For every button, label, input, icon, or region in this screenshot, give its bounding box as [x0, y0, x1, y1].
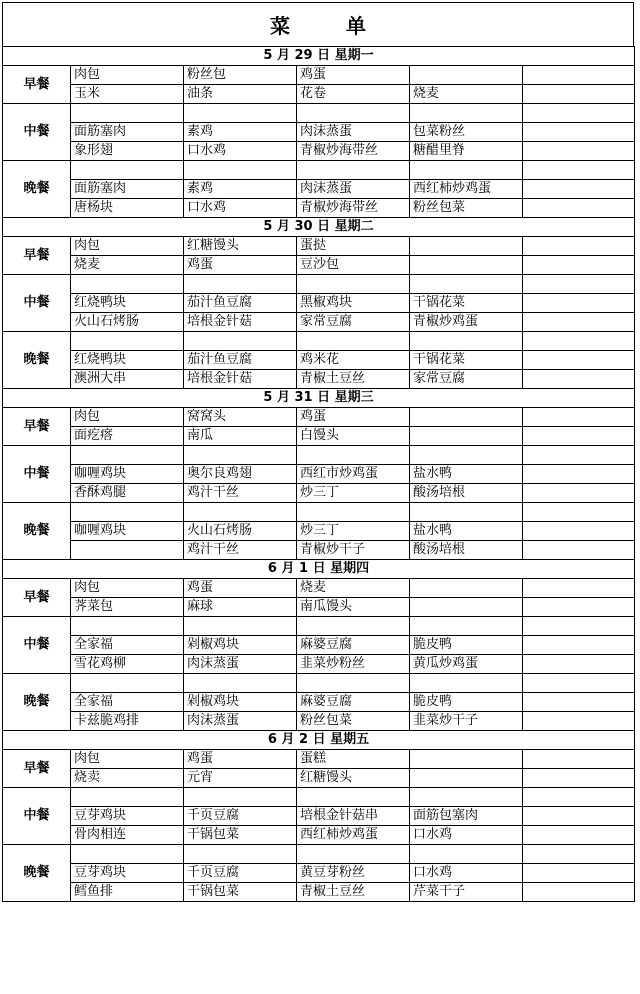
dish-cell	[523, 294, 635, 313]
dish-cell: 鸡蛋	[184, 256, 297, 275]
dish-cell: 粉丝包菜	[297, 712, 410, 731]
dish-cell	[410, 66, 523, 85]
dish-cell: 面筋塞肉	[71, 123, 184, 142]
meal-label: 早餐	[3, 237, 71, 275]
dish-cell	[523, 522, 635, 541]
dish-cell	[410, 161, 523, 180]
dish-cell	[523, 845, 635, 864]
dish-cell: 家常豆腐	[297, 313, 410, 332]
meal-label: 早餐	[3, 579, 71, 617]
dish-cell: 千页豆腐	[184, 864, 297, 883]
dish-cell	[184, 503, 297, 522]
dish-cell	[410, 332, 523, 351]
dish-cell	[523, 427, 635, 446]
dish-cell	[184, 617, 297, 636]
dish-cell	[523, 807, 635, 826]
dish-cell: 茄汁鱼豆腐	[184, 351, 297, 370]
dish-cell	[523, 826, 635, 845]
dish-cell: 素鸡	[184, 180, 297, 199]
dish-cell: 唐杨块	[71, 199, 184, 218]
dish-cell: 糖醋里脊	[410, 142, 523, 161]
meal-row	[3, 522, 635, 541]
dish-cell: 鸡米花	[297, 351, 410, 370]
meal-label: 晚餐	[3, 674, 71, 731]
dish-cell	[297, 845, 410, 864]
dish-cell: 炒三丁	[297, 522, 410, 541]
dish-cell	[523, 769, 635, 788]
dish-cell: 韭菜炒干子	[410, 712, 523, 731]
dish-cell	[410, 256, 523, 275]
dish-cell: 干锅花菜	[410, 294, 523, 313]
dish-cell	[410, 845, 523, 864]
dish-cell: 油条	[184, 85, 297, 104]
dish-cell	[523, 636, 635, 655]
meal-label: 中餐	[3, 104, 71, 161]
dish-cell	[297, 503, 410, 522]
meal-row	[3, 237, 635, 256]
dish-cell: 骨肉相连	[71, 826, 184, 845]
dish-cell: 鸡蛋	[297, 408, 410, 427]
dish-cell	[184, 446, 297, 465]
dish-cell	[184, 845, 297, 864]
dish-cell	[71, 104, 184, 123]
dish-cell: 肉沫蒸蛋	[184, 712, 297, 731]
dish-cell: 肉包	[71, 237, 184, 256]
dish-cell: 香酥鸡腿	[71, 484, 184, 503]
meal-row	[3, 845, 635, 864]
dish-cell: 豆芽鸡块	[71, 807, 184, 826]
meal-row	[3, 750, 635, 769]
dish-cell: 干锅包菜	[184, 883, 297, 902]
meal-row	[3, 180, 635, 199]
meal-label: 中餐	[3, 275, 71, 332]
meal-row	[3, 370, 635, 389]
dish-cell: 花卷	[297, 85, 410, 104]
meal-row	[3, 503, 635, 522]
dish-cell	[297, 332, 410, 351]
page-title: 菜 单	[2, 2, 634, 46]
dish-cell: 茄汁鱼豆腐	[184, 294, 297, 313]
dish-cell: 芹菜干子	[410, 883, 523, 902]
meal-label: 早餐	[3, 66, 71, 104]
dish-cell	[71, 446, 184, 465]
dish-cell: 黄瓜炒鸡蛋	[410, 655, 523, 674]
dish-cell: 红糖馒头	[184, 237, 297, 256]
meal-row	[3, 788, 635, 807]
dish-cell: 元宵	[184, 769, 297, 788]
dish-cell	[184, 332, 297, 351]
dish-cell: 烧麦	[71, 256, 184, 275]
meal-row	[3, 85, 635, 104]
meal-label: 晚餐	[3, 161, 71, 218]
dish-cell: 面筋包塞肉	[410, 807, 523, 826]
dish-cell: 黑椒鸡块	[297, 294, 410, 313]
dish-cell: 脆皮鸭	[410, 693, 523, 712]
dish-cell: 粉丝包菜	[410, 199, 523, 218]
dish-cell: 玉米	[71, 85, 184, 104]
meal-row	[3, 446, 635, 465]
dish-cell	[523, 85, 635, 104]
dish-cell: 肉沫蒸蛋	[184, 655, 297, 674]
dish-cell	[184, 788, 297, 807]
date-row	[3, 731, 635, 750]
dish-cell: 白馒头	[297, 427, 410, 446]
dish-cell: 鳕鱼排	[71, 883, 184, 902]
dish-cell	[523, 598, 635, 617]
dish-cell: 剁椒鸡块	[184, 636, 297, 655]
dish-cell	[523, 66, 635, 85]
dish-cell: 盐水鸭	[410, 465, 523, 484]
meal-row	[3, 123, 635, 142]
meal-row	[3, 826, 635, 845]
dish-cell: 南瓜馒头	[297, 598, 410, 617]
dish-cell: 肉包	[71, 579, 184, 598]
dish-cell	[410, 579, 523, 598]
dish-cell: 青椒炒干子	[297, 541, 410, 560]
dish-cell	[523, 617, 635, 636]
dish-cell: 青椒土豆丝	[297, 883, 410, 902]
meal-label: 晚餐	[3, 503, 71, 560]
dish-cell	[523, 275, 635, 294]
meal-row	[3, 693, 635, 712]
dish-cell: 盐水鸭	[410, 522, 523, 541]
date-header: 6 月 1 日 星期四	[3, 560, 635, 579]
date-header: 5 月 31 日 星期三	[3, 389, 635, 408]
dish-cell: 火山石烤肠	[184, 522, 297, 541]
dish-cell: 红烧鸭块	[71, 351, 184, 370]
dish-cell: 象形翅	[71, 142, 184, 161]
dish-cell: 肉包	[71, 408, 184, 427]
dish-cell: 火山石烤肠	[71, 313, 184, 332]
dish-cell: 肉包	[71, 750, 184, 769]
menu-table	[2, 46, 635, 902]
dish-cell: 千页豆腐	[184, 807, 297, 826]
dish-cell	[523, 408, 635, 427]
dish-cell: 培根金针菇	[184, 370, 297, 389]
meal-row	[3, 598, 635, 617]
meal-row	[3, 332, 635, 351]
dish-cell: 酸汤培根	[410, 541, 523, 560]
dish-cell: 红烧鸭块	[71, 294, 184, 313]
date-row	[3, 218, 635, 237]
dish-cell	[523, 370, 635, 389]
dish-cell: 家常豆腐	[410, 370, 523, 389]
meal-row	[3, 313, 635, 332]
dish-cell	[523, 484, 635, 503]
dish-cell: 麻婆豆腐	[297, 636, 410, 655]
dish-cell	[410, 104, 523, 123]
dish-cell: 红糖馒头	[297, 769, 410, 788]
dish-cell: 鸡蛋	[184, 579, 297, 598]
dish-cell: 豆沙包	[297, 256, 410, 275]
dish-cell: 口水鸡	[184, 142, 297, 161]
dish-cell: 肉包	[71, 66, 184, 85]
dish-cell: 烧麦	[297, 579, 410, 598]
dish-cell	[410, 788, 523, 807]
meal-row	[3, 807, 635, 826]
dish-cell: 鸡蛋	[184, 750, 297, 769]
dish-cell: 青椒土豆丝	[297, 370, 410, 389]
meal-row	[3, 465, 635, 484]
dish-cell: 麻婆豆腐	[297, 693, 410, 712]
dish-cell	[523, 655, 635, 674]
dish-cell: 口水鸡	[184, 199, 297, 218]
date-header: 5 月 29 日 星期一	[3, 47, 635, 66]
dish-cell	[523, 180, 635, 199]
dish-cell	[523, 237, 635, 256]
dish-cell: 干锅包菜	[184, 826, 297, 845]
dish-cell: 鸡汁干丝	[184, 541, 297, 560]
meal-row	[3, 864, 635, 883]
dish-cell	[410, 617, 523, 636]
dish-cell: 培根金针菇串	[297, 807, 410, 826]
meal-row	[3, 351, 635, 370]
dish-cell	[184, 275, 297, 294]
dish-cell: 脆皮鸭	[410, 636, 523, 655]
dish-cell	[71, 275, 184, 294]
dish-cell	[297, 446, 410, 465]
date-header: 6 月 2 日 星期五	[3, 731, 635, 750]
dish-cell	[523, 883, 635, 902]
dish-cell	[297, 161, 410, 180]
meal-label: 中餐	[3, 446, 71, 503]
dish-cell	[184, 104, 297, 123]
dish-cell	[410, 446, 523, 465]
dish-cell: 烧卖	[71, 769, 184, 788]
dish-cell	[523, 351, 635, 370]
meal-label: 中餐	[3, 788, 71, 845]
meal-row	[3, 142, 635, 161]
meal-row	[3, 636, 635, 655]
dish-cell: 西红柿炒鸡蛋	[410, 180, 523, 199]
meal-row	[3, 408, 635, 427]
dish-cell	[71, 503, 184, 522]
dish-cell	[410, 275, 523, 294]
date-header: 5 月 30 日 星期二	[3, 218, 635, 237]
meal-row	[3, 294, 635, 313]
dish-cell	[410, 503, 523, 522]
dish-cell: 黄豆芽粉丝	[297, 864, 410, 883]
dish-cell: 麻球	[184, 598, 297, 617]
dish-cell	[523, 579, 635, 598]
dish-cell: 口水鸡	[410, 826, 523, 845]
dish-cell	[71, 161, 184, 180]
dish-cell: 卡兹脆鸡排	[71, 712, 184, 731]
dish-cell: 西红市炒鸡蛋	[297, 465, 410, 484]
dish-cell: 蛋挞	[297, 237, 410, 256]
dish-cell	[523, 693, 635, 712]
dish-cell	[71, 617, 184, 636]
dish-cell: 培根金针菇	[184, 313, 297, 332]
dish-cell: 肉沫蒸蛋	[297, 123, 410, 142]
dish-cell	[523, 332, 635, 351]
dish-cell: 咖喱鸡块	[71, 465, 184, 484]
dish-cell	[523, 313, 635, 332]
dish-cell: 雪花鸡柳	[71, 655, 184, 674]
dish-cell	[71, 674, 184, 693]
dish-cell: 剁椒鸡块	[184, 693, 297, 712]
dish-cell	[523, 446, 635, 465]
dish-cell	[410, 427, 523, 446]
dish-cell: 豆芽鸡块	[71, 864, 184, 883]
dish-cell: 面筋塞肉	[71, 180, 184, 199]
dish-cell: 澳洲大串	[71, 370, 184, 389]
dish-cell	[410, 408, 523, 427]
meal-label: 晚餐	[3, 332, 71, 389]
dish-cell	[410, 750, 523, 769]
dish-cell: 荠菜包	[71, 598, 184, 617]
dish-cell: 素鸡	[184, 123, 297, 142]
dish-cell: 肉沫蒸蛋	[297, 180, 410, 199]
dish-cell	[523, 503, 635, 522]
dish-cell: 奥尔良鸡翅	[184, 465, 297, 484]
dish-cell: 烧麦	[410, 85, 523, 104]
meal-row	[3, 883, 635, 902]
date-row	[3, 560, 635, 579]
dish-cell	[523, 674, 635, 693]
dish-cell	[184, 161, 297, 180]
dish-cell	[523, 465, 635, 484]
meal-label: 中餐	[3, 617, 71, 674]
meal-row	[3, 104, 635, 123]
dish-cell	[523, 864, 635, 883]
dish-cell	[523, 750, 635, 769]
dish-cell: 包菜粉丝	[410, 123, 523, 142]
dish-cell	[410, 674, 523, 693]
dish-cell	[523, 104, 635, 123]
meal-row	[3, 66, 635, 85]
dish-cell: 炒三丁	[297, 484, 410, 503]
meal-row	[3, 541, 635, 560]
dish-cell	[523, 123, 635, 142]
dish-cell: 粉丝包	[184, 66, 297, 85]
dish-cell	[297, 788, 410, 807]
meal-row	[3, 256, 635, 275]
dish-cell	[523, 256, 635, 275]
dish-cell	[410, 237, 523, 256]
meal-row	[3, 275, 635, 294]
meal-row	[3, 617, 635, 636]
dish-cell: 窝窝头	[184, 408, 297, 427]
dish-cell	[297, 104, 410, 123]
dish-cell	[523, 712, 635, 731]
dish-cell: 韭菜炒粉丝	[297, 655, 410, 674]
dish-cell: 西红柿炒鸡蛋	[297, 826, 410, 845]
dish-cell	[71, 845, 184, 864]
meal-label: 早餐	[3, 750, 71, 788]
dish-cell: 全家福	[71, 636, 184, 655]
dish-cell: 蛋糕	[297, 750, 410, 769]
dish-cell: 鸡汁干丝	[184, 484, 297, 503]
dish-cell	[71, 332, 184, 351]
dish-cell	[297, 275, 410, 294]
dish-cell: 青椒炒鸡蛋	[410, 313, 523, 332]
meal-label: 晚餐	[3, 845, 71, 902]
date-row	[3, 47, 635, 66]
dish-cell: 面疙瘩	[71, 427, 184, 446]
meal-row	[3, 579, 635, 598]
dish-cell: 青椒炒海带丝	[297, 142, 410, 161]
date-row	[3, 389, 635, 408]
dish-cell: 咖喱鸡块	[71, 522, 184, 541]
dish-cell	[523, 142, 635, 161]
dish-cell: 干锅花菜	[410, 351, 523, 370]
dish-cell: 全家福	[71, 693, 184, 712]
dish-cell	[71, 541, 184, 560]
meal-row	[3, 674, 635, 693]
dish-cell: 口水鸡	[410, 864, 523, 883]
dish-cell	[523, 788, 635, 807]
dish-cell: 酸汤培根	[410, 484, 523, 503]
dish-cell	[523, 161, 635, 180]
dish-cell: 南瓜	[184, 427, 297, 446]
dish-cell	[71, 788, 184, 807]
dish-cell	[297, 674, 410, 693]
dish-cell	[297, 617, 410, 636]
dish-cell: 青椒炒海带丝	[297, 199, 410, 218]
meal-row	[3, 199, 635, 218]
dish-cell: 鸡蛋	[297, 66, 410, 85]
meal-row	[3, 161, 635, 180]
dish-cell	[410, 598, 523, 617]
meal-row	[3, 655, 635, 674]
dish-cell	[523, 541, 635, 560]
dish-cell	[410, 769, 523, 788]
dish-cell	[184, 674, 297, 693]
dish-cell	[523, 199, 635, 218]
meal-row	[3, 712, 635, 731]
meal-row	[3, 769, 635, 788]
meal-row	[3, 427, 635, 446]
meal-label: 早餐	[3, 408, 71, 446]
meal-row	[3, 484, 635, 503]
